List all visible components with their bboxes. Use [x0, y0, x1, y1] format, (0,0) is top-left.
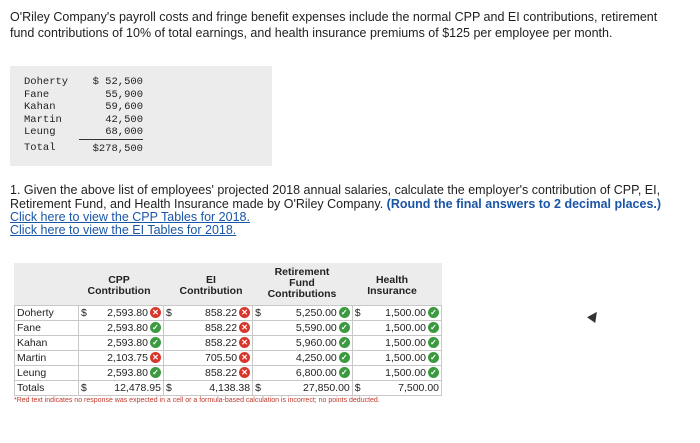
h-input[interactable] [367, 321, 441, 336]
currency-sign [253, 366, 268, 381]
currency-sign: $ [352, 306, 367, 321]
incorrect-x-icon: ✕ [150, 352, 161, 363]
cpp-input[interactable] [94, 366, 164, 381]
salary-amount: 55,900 [105, 88, 143, 101]
ei-value: 4,138.38 [209, 382, 251, 394]
employee-name: Doherty [24, 76, 69, 88]
total-amount: $278,500 [92, 142, 143, 155]
currency-sign [78, 351, 93, 366]
ei-input[interactable] [179, 336, 253, 351]
h-value: 1,500.00 [385, 367, 426, 379]
cpp-input[interactable] [94, 381, 164, 396]
correct-check-icon: ✓ [150, 322, 161, 333]
h-value: 1,500.00 [385, 337, 426, 349]
ret-value: 27,850.00 [303, 382, 350, 394]
currency-sign [352, 336, 367, 351]
correct-check-icon: ✓ [150, 337, 161, 348]
ret-value: 6,800.00 [295, 367, 337, 379]
totals-row [15, 381, 442, 396]
correct-check-icon: ✓ [428, 337, 439, 348]
salary-row [24, 101, 143, 114]
total-label: Total [24, 142, 56, 155]
correct-check-icon: ✓ [339, 307, 350, 318]
ei-value: 858.22 [204, 307, 238, 319]
currency-sign [352, 321, 367, 336]
totals-label: Totals [15, 381, 79, 396]
currency-sign: $ [352, 381, 367, 396]
correct-check-icon: ✓ [339, 322, 350, 333]
h-value: 1,500.00 [385, 307, 426, 319]
contribution-grid [14, 263, 442, 404]
currency-sign [253, 351, 268, 366]
h-input[interactable] [367, 366, 441, 381]
ei-value: 705.50 [204, 352, 238, 364]
employee-name: Martin [24, 113, 62, 126]
currency-sign [163, 321, 178, 336]
ret-value: 4,250.00 [295, 352, 337, 364]
ei-tables-link[interactable]: Click here to view the EI Tables for 2018. [10, 223, 237, 237]
employee-name: Leung [15, 366, 79, 381]
cpp-input[interactable] [94, 336, 164, 351]
h-input[interactable] [367, 351, 441, 366]
incorrect-x-icon: ✕ [239, 307, 250, 318]
currency-sign [163, 336, 178, 351]
header-health: Health Insurance [367, 274, 417, 297]
cpp-input[interactable] [94, 306, 164, 321]
contribution-table [14, 305, 442, 396]
incorrect-x-icon: ✕ [239, 322, 250, 333]
table-row [15, 366, 442, 381]
correct-check-icon: ✓ [339, 337, 350, 348]
question-text: 1. Given the above list of employees' projected 2018 annual salaries, calculate the employer's contribution of CPP, EI, Retirement Fund, and Health Insurance made by O'Riley Company. [10, 183, 661, 211]
salary-list-panel [10, 66, 272, 166]
cpp-input[interactable] [94, 321, 164, 336]
ei-input[interactable] [179, 321, 253, 336]
correct-check-icon: ✓ [339, 367, 350, 378]
grading-footnote: *Red text indicates no response was expected in a cell or a formula-based calculation is incorrect; no points deducted. [14, 397, 380, 404]
currency-sign [78, 321, 93, 336]
ret-value: 5,250.00 [295, 307, 337, 319]
h-input[interactable] [367, 381, 441, 396]
currency-sign: $ [253, 381, 268, 396]
ei-input[interactable] [179, 306, 253, 321]
employee-name: Martin [15, 351, 79, 366]
salary-table [24, 76, 143, 155]
ei-value: 858.22 [204, 367, 238, 379]
cpp-value: 2,103.75 [107, 352, 148, 364]
ei-value: 858.22 [204, 322, 238, 334]
currency-sign [78, 366, 93, 381]
salary-row [24, 76, 143, 89]
currency-sign: $ [163, 306, 178, 321]
salary-amount: 42,500 [105, 113, 143, 126]
ret-value: 5,960.00 [295, 337, 337, 349]
cpp-input[interactable] [94, 351, 164, 366]
currency-sign: $ [163, 381, 178, 396]
mouse-cursor-icon [587, 309, 601, 323]
ret-value: 5,590.00 [295, 322, 337, 334]
employee-name: Fane [24, 88, 50, 101]
currency-sign [163, 366, 178, 381]
salary-amount: $ 52,500 [92, 76, 143, 88]
correct-check-icon: ✓ [428, 352, 439, 363]
salary-row [24, 126, 143, 139]
header-cpp: CPP Contribution [87, 274, 151, 297]
table-row [15, 321, 442, 336]
h-input[interactable] [367, 336, 441, 351]
header-ei: EI Contribution [179, 274, 243, 297]
correct-check-icon: ✓ [428, 322, 439, 333]
table-row [15, 351, 442, 366]
ret-input[interactable] [268, 381, 352, 396]
incorrect-x-icon: ✕ [150, 307, 161, 318]
incorrect-x-icon: ✕ [239, 367, 250, 378]
ret-input[interactable] [268, 321, 352, 336]
h-input[interactable] [367, 306, 441, 321]
correct-check-icon: ✓ [428, 367, 439, 378]
grid-header [14, 263, 442, 305]
currency-sign [352, 351, 367, 366]
correct-check-icon: ✓ [150, 367, 161, 378]
problem-intro: O'Riley Company's payroll costs and fringe benefit expenses include the normal CPP and EI contributions, retirement fund contributions of 10% of total earnings, and health insurance premiums of $125 per employee per month. [10, 10, 658, 40]
incorrect-x-icon: ✕ [239, 352, 250, 363]
salary-amount: 59,600 [105, 101, 143, 113]
cpp-value: 2,593.80 [107, 337, 148, 349]
h-value: 7,500.00 [398, 382, 439, 394]
ei-input[interactable] [179, 381, 253, 396]
salary-row [24, 89, 143, 102]
cpp-tables-link[interactable]: Click here to view the CPP Tables for 2018. [10, 210, 250, 224]
ei-value: 858.22 [204, 337, 238, 349]
employee-name: Kahan [15, 336, 79, 351]
currency-sign [352, 366, 367, 381]
employee-name: Kahan [24, 101, 56, 113]
currency-sign [163, 351, 178, 366]
correct-check-icon: ✓ [339, 352, 350, 363]
h-value: 1,500.00 [385, 352, 426, 364]
currency-sign: $ [78, 381, 93, 396]
h-value: 1,500.00 [385, 322, 426, 334]
employee-name: Leung [24, 126, 56, 139]
ret-input[interactable] [268, 351, 352, 366]
correct-check-icon: ✓ [428, 307, 439, 318]
cpp-value: 2,593.80 [107, 367, 148, 379]
table-row [15, 306, 442, 321]
ret-input[interactable] [268, 336, 352, 351]
employee-name: Fane [15, 321, 79, 336]
currency-sign [253, 336, 268, 351]
currency-sign [253, 321, 268, 336]
cpp-value: 2,593.80 [107, 322, 148, 334]
header-retirement: Retirement Fund Contributions [267, 266, 337, 300]
currency-sign: $ [78, 306, 93, 321]
table-row [15, 336, 442, 351]
ret-input[interactable] [268, 366, 352, 381]
employee-name: Doherty [15, 306, 79, 321]
ei-input[interactable] [179, 351, 253, 366]
salary-row [24, 114, 143, 127]
rounding-instruction: (Round the final answers to 2 decimal places.) [386, 197, 662, 211]
incorrect-x-icon: ✕ [239, 337, 250, 348]
ret-input[interactable] [268, 306, 352, 321]
salary-total-row [24, 139, 143, 155]
currency-sign [78, 336, 93, 351]
question-1 [10, 183, 690, 237]
cpp-value: 2,593.80 [107, 307, 148, 319]
salary-amount: 68,000 [79, 126, 143, 139]
currency-sign: $ [253, 306, 268, 321]
ei-input[interactable] [179, 366, 253, 381]
cpp-value: 12,478.95 [114, 382, 161, 394]
